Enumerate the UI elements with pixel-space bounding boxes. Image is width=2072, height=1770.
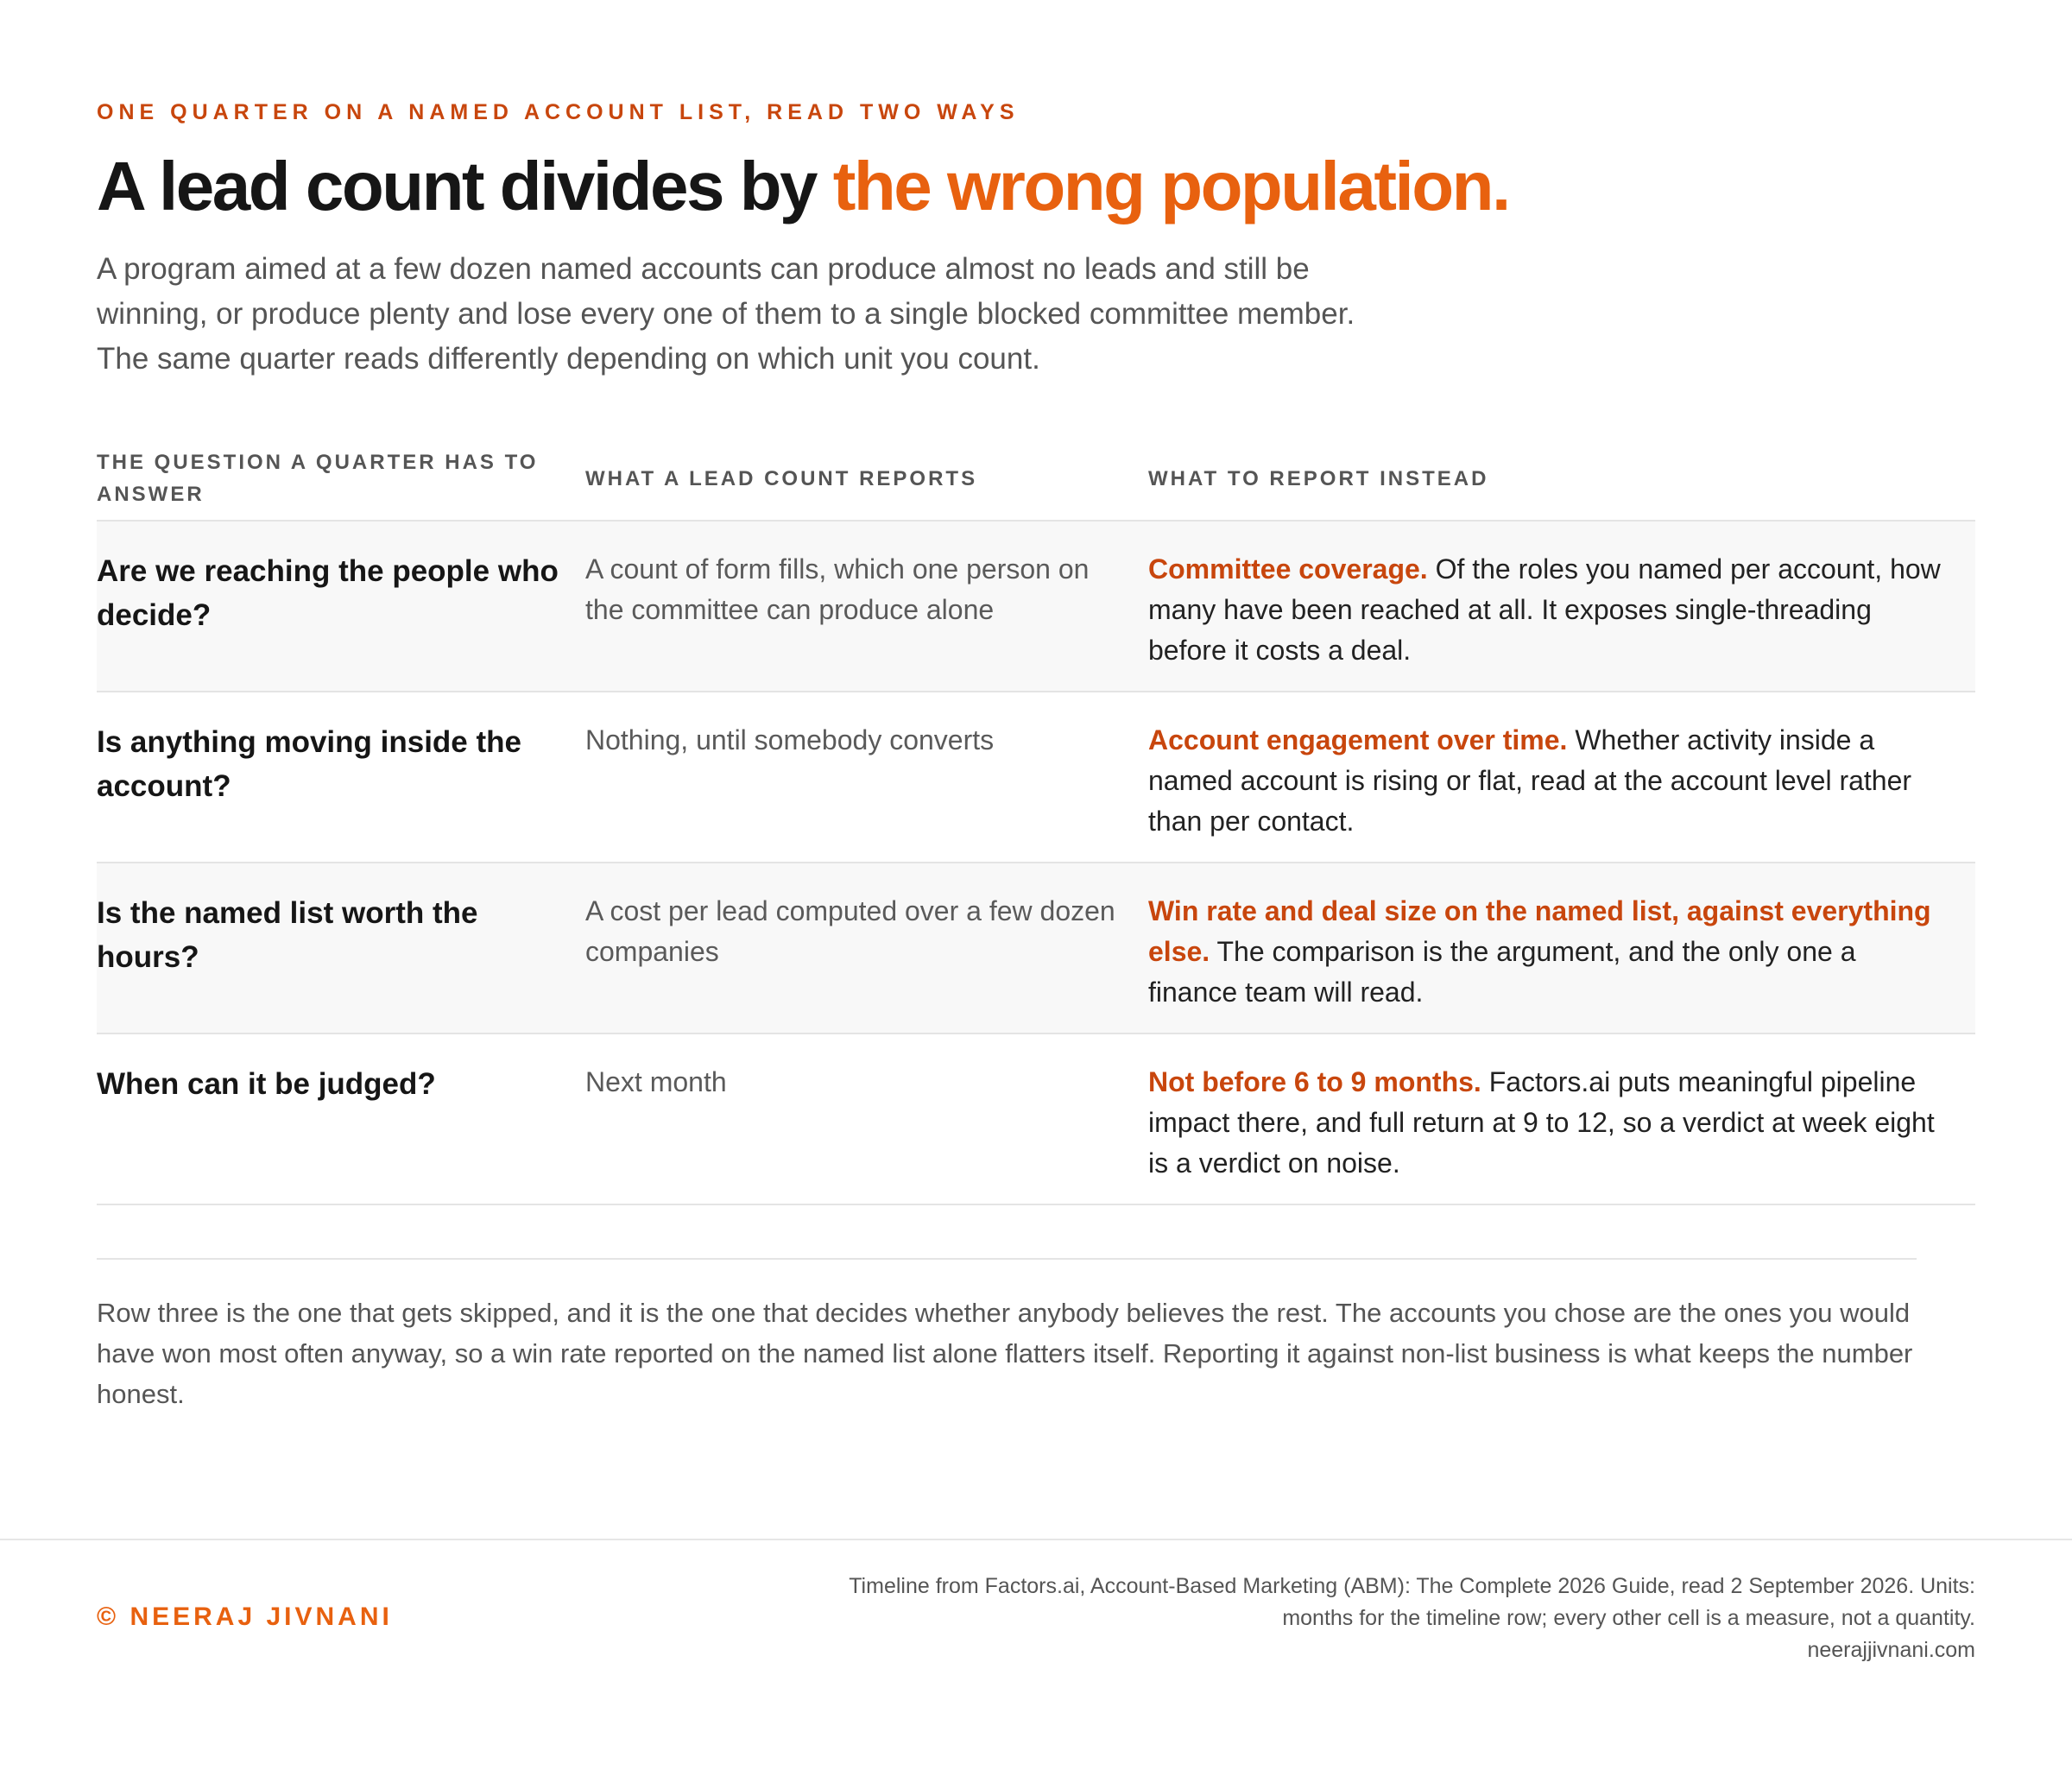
closing-note: Row three is the one that gets skipped, and it is the one that decides whether anybody believes the rest. The accounts you chose are the ones you would have won most often anyway, so a win rate reported on the named list alone flatters itself. Reporting it against non-list business is what keeps the number honest. <box>97 1298 1913 1409</box>
lead-count-text: A cost per lead computed over a few dozen companies <box>585 895 1115 967</box>
question-text: Is anything moving inside the account? <box>97 725 521 803</box>
lead-count-cell <box>585 521 1148 692</box>
measure-description: The comparison is the argument, and the only one a finance team will read. <box>1148 936 1856 1008</box>
measure-description: Factors.ai puts meaningful pipeline impact there, and full return at 9 to 12, so a verdict at week eight is a verdict on noise. <box>1148 1066 1935 1179</box>
report-instead-cell <box>1148 863 1975 1034</box>
lede-paragraph: A program aimed at a few dozen named accounts can produce almost no leads and still be winning, or produce plenty and lose every one of them to a single blocked committee member. The same quarter reads differently depending on which unit you count. <box>97 252 1355 376</box>
lead-count-text: Next month <box>585 1066 727 1097</box>
source-note <box>827 1571 1975 1666</box>
headline-accent: the wrong population. <box>832 148 1509 224</box>
site-url: neerajjivnani.com <box>1807 1638 1975 1662</box>
measure-description: Whether activity inside a named account is rising or flat, read at the account level rather than per contact. <box>1148 724 1912 837</box>
table-header-row <box>97 437 1975 521</box>
eyebrow-label: ONE QUARTER ON A NAMED ACCOUNT LIST, READ TWO WAYS <box>97 100 1020 124</box>
table-row <box>97 521 1975 692</box>
table-row <box>97 692 1975 863</box>
comparison-table <box>97 437 1975 1205</box>
measure-name: Not before 6 to 9 months. <box>1148 1066 1481 1097</box>
question-text: When can it be judged? <box>97 1067 436 1101</box>
source-line: Timeline from Factors.ai, Account-Based Marketing (ABM): The Complete 2026 Guide, read 2 September 2026. Units: <box>849 1574 1975 1598</box>
source-line: months for the timeline row; every other cell is a measure, not a quantity. <box>1282 1606 1975 1630</box>
lead-count-cell <box>585 1034 1148 1204</box>
table-row <box>97 863 1975 1034</box>
measure-name: Win rate and deal size on the named list, against everything else. <box>1148 895 1931 967</box>
measure-description: Of the roles you named per account, how many have been reached at all. It exposes single-threading before it costs a deal. <box>1148 553 1941 666</box>
report-instead-cell <box>1148 1034 1975 1204</box>
lead-count-text: A count of form fills, which one person on the committee can produce alone <box>585 553 1090 625</box>
question-cell <box>97 692 585 863</box>
question-text: Is the named list worth the hours? <box>97 896 478 974</box>
lead-count-cell <box>585 863 1148 1034</box>
report-instead-cell <box>1148 521 1975 692</box>
footer-divider <box>0 1539 2072 1540</box>
question-cell <box>97 1034 585 1204</box>
headline-lead: A lead count divides by <box>97 148 817 224</box>
measure-name: Account engagement over time. <box>1148 724 1568 755</box>
section-divider <box>97 1258 1917 1260</box>
lead-count-cell <box>585 692 1148 863</box>
header-lead-count: WHAT A LEAD COUNT REPORTS <box>585 437 1148 521</box>
header-question: THE QUESTION A QUARTER HAS TO ANSWER <box>97 437 585 521</box>
question-cell <box>97 863 585 1034</box>
headline <box>97 149 1509 224</box>
lead-count-text: Nothing, until somebody converts <box>585 724 995 755</box>
report-instead-cell <box>1148 692 1975 863</box>
question-cell <box>97 521 585 692</box>
question-text: Are we reaching the people who decide? <box>97 554 559 632</box>
table-row <box>97 1034 1975 1204</box>
header-report-instead: WHAT TO REPORT INSTEAD <box>1148 437 1975 521</box>
measure-name: Committee coverage. <box>1148 553 1428 585</box>
copyright-label: © NEERAJ JIVNANI <box>97 1602 393 1631</box>
